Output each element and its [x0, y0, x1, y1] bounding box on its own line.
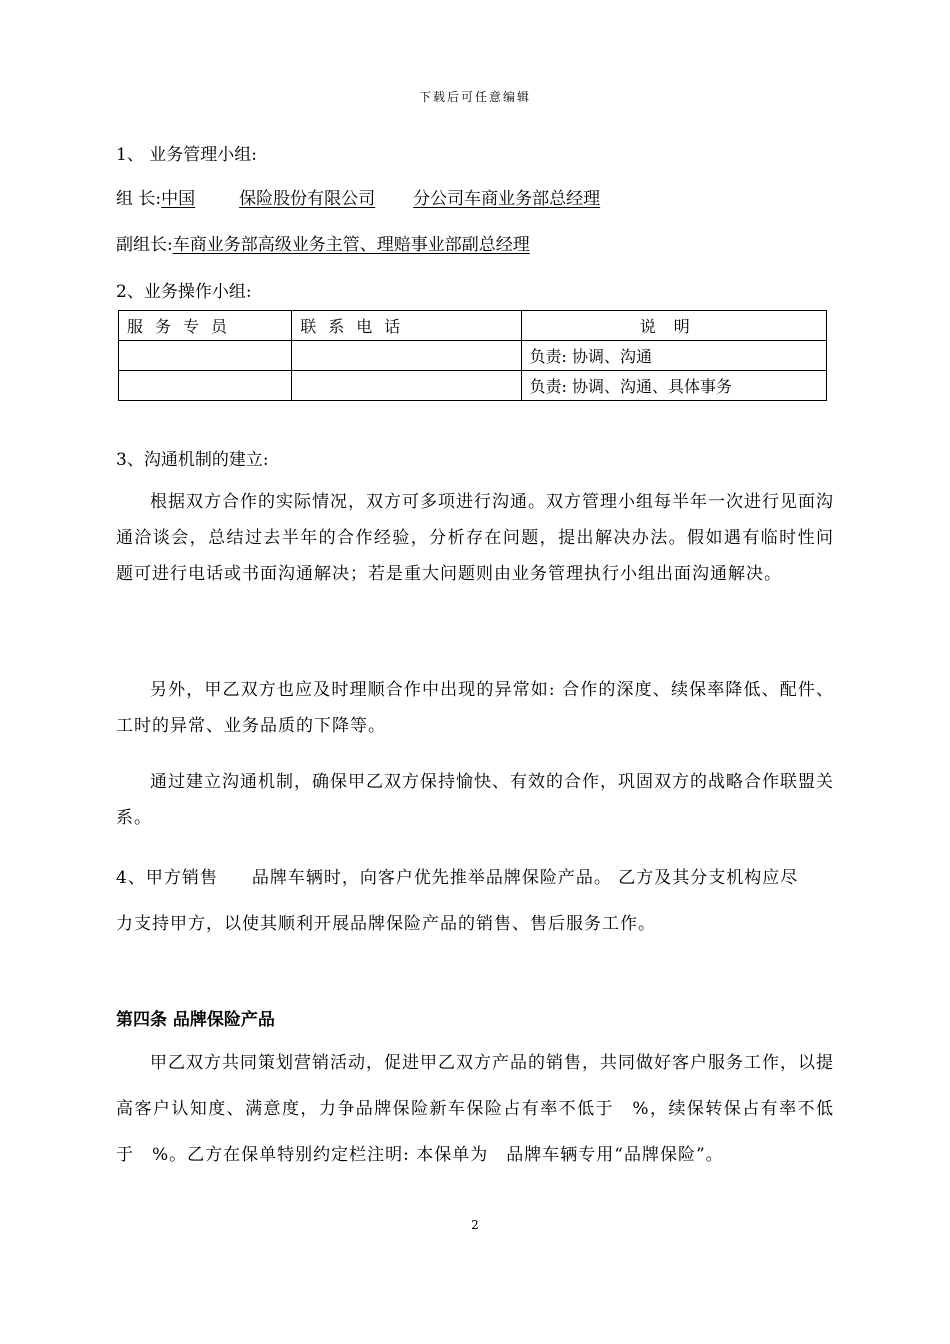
table-header-cell: 联系电话	[292, 311, 521, 341]
section3-paragraph-1: 根据双方合作的实际情况，双方可多项进行沟通。双方管理小组每半年一次进行见面沟通洽谈会，总结过去半年的合作经验，分析存在问题，提出解决办法。假如遇有临时性问题可进行电话或书面沟通解决；若是重大问题则由业务管理执行小组出面沟通解决。	[116, 492, 834, 584]
section4-line-2: 力支持甲方，以使其顺利开展品牌保险产品的销售、售后服务工作。	[116, 914, 656, 934]
section3-paragraph-3: 通过建立沟通机制，确保甲乙双方保持愉快、有效的合作，巩固双方的战略合作联盟关系。	[116, 772, 834, 828]
leader-part2: 保险股份有限公司	[239, 189, 376, 209]
section4-line-1	[116, 863, 798, 888]
section1-title: 1、 业务管理小组:	[116, 145, 257, 165]
section2-title: 2、业务操作小组:	[116, 282, 252, 302]
leader-value	[161, 189, 600, 209]
table-cell	[119, 371, 292, 401]
section4-line1-b: 品牌车辆时，向客户优先推举品牌保险产品。 乙方及其分支机构应尽	[251, 868, 799, 888]
leader-part1: 中国	[161, 189, 196, 209]
table-row	[119, 371, 827, 401]
leader-part3: 分公司车商业务部总经理	[413, 189, 601, 209]
deputy-value: 车商业务部高级业务主管、理赔事业部副总经理	[172, 235, 530, 255]
page-header: 下载后可任意编辑	[418, 90, 531, 104]
section3-title: 3、沟通机制的建立:	[116, 450, 269, 470]
section3-paragraph-2: 另外，甲乙双方也应及时理顺合作中出现的异常如: 合作的深度、续保率降低、配件、工时的异常、业务品质的下降等。	[116, 680, 834, 736]
table-cell	[119, 341, 292, 371]
table-header-cell: 说明	[521, 311, 826, 341]
table-cell	[292, 371, 521, 401]
table-header-cell: 服务专员	[119, 311, 292, 341]
article-heading: 第四条 品牌保险产品	[116, 1010, 275, 1030]
table-cell: 负责: 协调、沟通	[521, 341, 826, 371]
section4-line1-a: 4、甲方销售	[116, 868, 218, 888]
deputy-label: 副组长:	[116, 235, 173, 255]
table-cell: 负责: 协调、沟通、具体事务	[521, 371, 826, 401]
article4-paragraph: 甲乙双方共同策划营销活动，促进甲乙双方产品的销售，共同做好客户服务工作，以提高客户认知度、满意度，力争品牌保险新车保险占有率不低于 %，续保转保占有率不低于 %。乙方在保单特别约定栏注明: 本保单为 品牌车辆专用“品牌保险”。	[116, 1053, 834, 1165]
deputy-line	[116, 230, 530, 255]
page-number: 2	[471, 1218, 479, 1232]
table-row	[119, 341, 827, 371]
table-cell	[292, 341, 521, 371]
leader-label: 组 长:	[116, 189, 162, 209]
table-header-row	[119, 311, 827, 341]
staff-table	[118, 310, 827, 401]
leader-line	[116, 184, 600, 209]
